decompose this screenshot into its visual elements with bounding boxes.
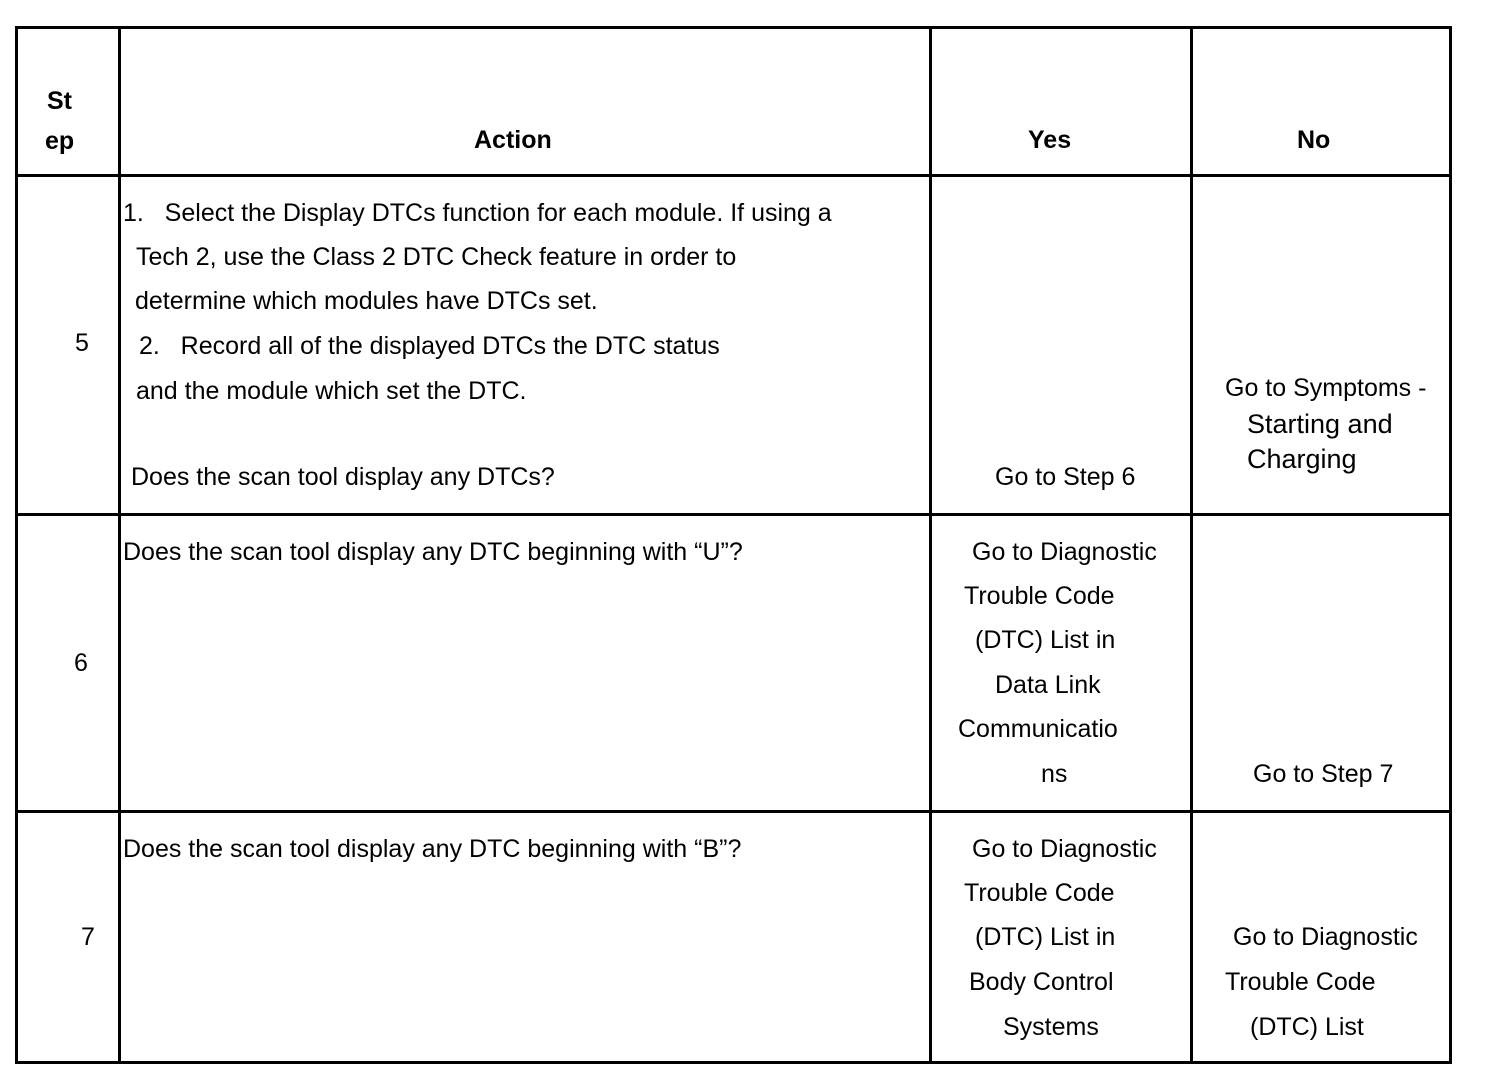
- action-text: 1. Select the Display DTCs function for each module. If using a: [123, 199, 832, 227]
- action-text: and the module which set the DTC.: [136, 377, 527, 405]
- column-divider: [929, 26, 932, 1064]
- yes-result: ns: [1041, 760, 1068, 788]
- table-border-top: [15, 26, 1452, 29]
- table-border-bottom: [15, 1061, 1452, 1064]
- yes-result: Communicatio: [958, 715, 1118, 743]
- yes-result: Trouble Code: [964, 582, 1115, 610]
- no-result: Starting and: [1247, 409, 1393, 439]
- action-text: 2. Record all of the displayed DTCs the DTC status: [139, 332, 720, 360]
- table-border-right: [1449, 26, 1452, 1064]
- yes-result: Trouble Code: [964, 879, 1115, 907]
- step-number: 5: [75, 329, 89, 357]
- yes-result: (DTC) List in: [975, 923, 1116, 951]
- header-step-line2: ep: [45, 127, 75, 155]
- no-result: Go to Diagnostic: [1233, 923, 1418, 951]
- no-result: Charging: [1247, 444, 1357, 474]
- no-result: Go to Step 7: [1253, 760, 1394, 788]
- no-result: (DTC) List: [1250, 1013, 1364, 1041]
- yes-result: Body Control: [969, 968, 1114, 996]
- yes-result: Go to Step 6: [995, 463, 1136, 491]
- header-yes: Yes: [1028, 126, 1072, 154]
- yes-result: Go to Diagnostic: [972, 538, 1157, 566]
- row-divider: [15, 513, 1452, 516]
- action-question: Does the scan tool display any DTC beginning with “U”?: [123, 538, 743, 566]
- step-number: 6: [74, 649, 88, 677]
- row-divider: [15, 810, 1452, 813]
- yes-result: Go to Diagnostic: [972, 835, 1157, 863]
- action-text: Tech 2, use the Class 2 DTC Check feature in order to: [136, 243, 737, 271]
- yes-result: Systems: [1003, 1013, 1099, 1041]
- column-divider: [1190, 26, 1193, 1064]
- no-result: Trouble Code: [1225, 968, 1376, 996]
- action-question: Does the scan tool display any DTC beginning with “B”?: [123, 835, 742, 863]
- step-number: 7: [81, 923, 95, 951]
- action-question: Does the scan tool display any DTCs?: [131, 463, 555, 491]
- header-divider: [15, 174, 1452, 177]
- yes-result: (DTC) List in: [975, 626, 1116, 654]
- header-action: Action: [474, 126, 552, 154]
- table-border-left: [15, 26, 18, 1064]
- no-result: Go to Symptoms -: [1225, 374, 1427, 402]
- action-text: determine which modules have DTCs set.: [135, 287, 598, 315]
- yes-result: Data Link: [995, 671, 1101, 699]
- column-divider: [118, 26, 121, 1064]
- header-step-line1: St: [47, 87, 72, 115]
- header-no: No: [1297, 126, 1331, 154]
